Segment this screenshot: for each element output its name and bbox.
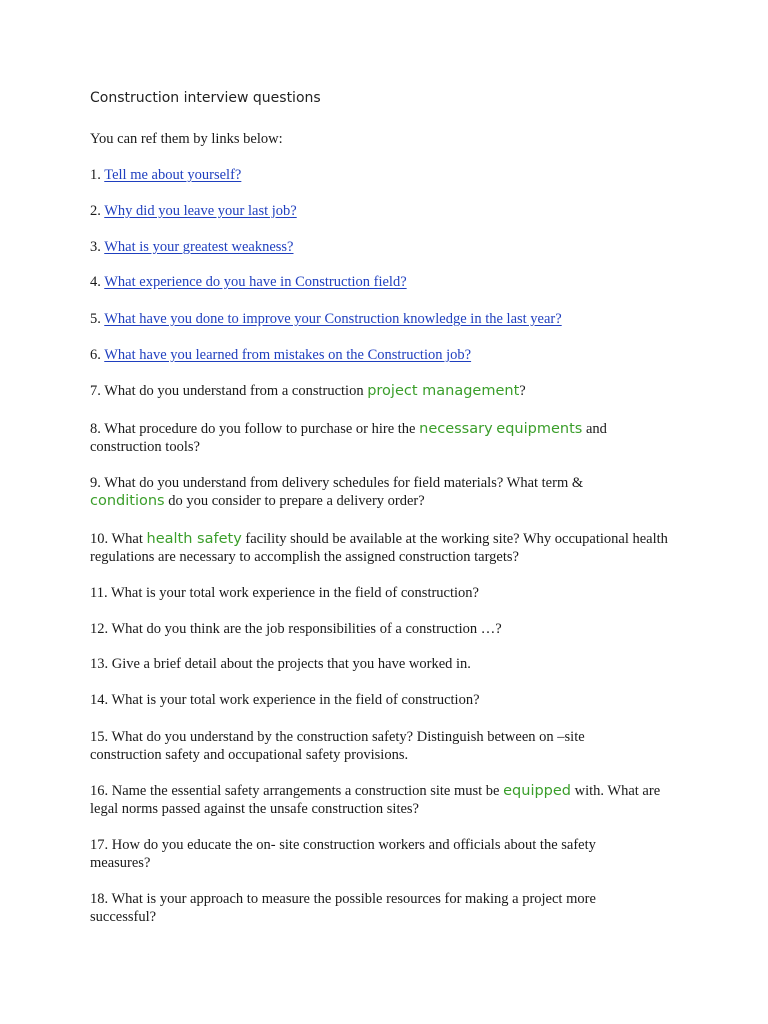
question-item-10 [90, 530, 680, 566]
question-number: 7. [90, 383, 101, 399]
question-link-2[interactable]: Why did you leave your last job? [104, 203, 297, 219]
question-number: 14. [90, 692, 109, 708]
question-link-5[interactable]: What have you done to improve your Construction knowledge in the last year? [104, 311, 562, 327]
question-text: do you consider to prepare a delivery order? [168, 493, 425, 509]
question-number: 4. [90, 274, 101, 290]
question-number: 12. [90, 621, 109, 637]
question-number: 13. [90, 656, 109, 672]
question-item-18 [90, 890, 650, 926]
question-number: 3. [90, 239, 101, 255]
question-item-7 [90, 382, 680, 400]
question-item-6 [90, 346, 680, 364]
question-number: 15. [90, 729, 109, 745]
question-item-14 [90, 691, 680, 709]
question-text: Give a brief detail about the projects that you have worked in. [111, 656, 471, 672]
question-item-3 [90, 238, 680, 256]
question-item-5 [90, 310, 680, 328]
intro-text: You can ref them by links below: [90, 131, 283, 147]
question-text: How do you educate the on- site construction workers and officials about the safety measures? [90, 837, 596, 871]
question-text: What do you think are the job responsibilities of a construction …? [111, 621, 502, 637]
question-item-8 [90, 420, 680, 456]
keyword-link[interactable]: equipped [503, 783, 572, 799]
keyword-link[interactable]: equipments [496, 421, 583, 437]
page-title: Construction interview questions [90, 90, 321, 106]
question-text: What do you understand from delivery schedules for field materials? What term & [104, 475, 584, 491]
question-number: 11. [90, 585, 108, 601]
question-text: What do you understand from a construction [104, 383, 364, 399]
keyword-link[interactable]: health safety [146, 531, 242, 547]
question-number: 5. [90, 311, 101, 327]
question-item-2 [90, 202, 680, 220]
question-number: 9. [90, 475, 101, 491]
question-text: What is your total work experience in the field of construction? [110, 585, 479, 601]
question-text: facility should be available at the working site? Why occupational health regulations are necessary to accomplish the assigned construction targets? [90, 531, 668, 565]
question-item-12 [90, 620, 680, 638]
question-number: 16. [90, 783, 109, 799]
question-text: ? [519, 383, 526, 399]
question-text: and construction tools? [90, 421, 607, 455]
question-text: What is your total work experience in the field of construction? [111, 692, 480, 708]
question-link-4[interactable]: What experience do you have in Construction field? [104, 274, 407, 290]
question-link-3[interactable]: What is your greatest weakness? [104, 239, 294, 255]
question-number: 17. [90, 837, 109, 853]
question-item-11 [90, 584, 680, 602]
question-number: 6. [90, 347, 101, 363]
question-item-16 [90, 782, 680, 818]
question-item-13 [90, 655, 680, 673]
keyword-link[interactable]: conditions [90, 493, 165, 509]
question-link-6[interactable]: What have you learned from mistakes on the Construction job? [104, 347, 472, 363]
question-item-1 [90, 166, 680, 184]
question-text: with. What are legal norms passed against the unsafe construction sites? [90, 783, 661, 817]
question-number: 8. [90, 421, 101, 437]
question-number: 18. [90, 891, 109, 907]
keyword-link[interactable]: necessary [419, 421, 493, 437]
question-text: What procedure do you follow to purchase or hire the [104, 421, 416, 437]
question-text: What [111, 531, 143, 547]
keyword-link[interactable]: project management [367, 383, 520, 399]
question-item-4 [90, 273, 680, 291]
question-text: What is your approach to measure the possible resources for making a project more successful? [90, 891, 596, 925]
question-number: 2. [90, 203, 101, 219]
question-item-17 [90, 836, 650, 872]
question-item-15 [90, 728, 630, 764]
question-number: 1. [90, 167, 101, 183]
question-text: What do you understand by the construction safety? Distinguish between on –site construction safety and occupational safety provisions. [90, 729, 585, 763]
question-item-9 [90, 474, 620, 510]
question-text: Name the essential safety arrangements a construction site must be [111, 783, 500, 799]
question-number: 10. [90, 531, 109, 547]
question-link-1[interactable]: Tell me about yourself? [104, 167, 242, 183]
